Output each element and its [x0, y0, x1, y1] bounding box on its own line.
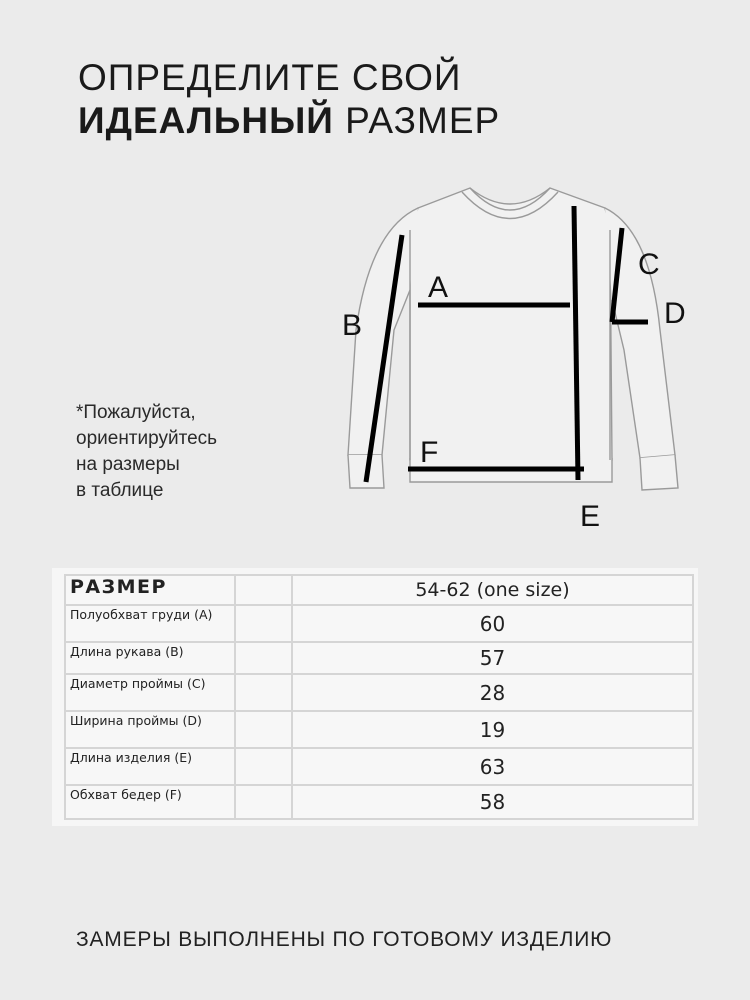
table-cell-empty [235, 711, 292, 748]
table-row-value: 28 [292, 674, 693, 711]
label-c: C [638, 248, 660, 281]
table-row [65, 748, 693, 785]
table-row-label: Длина рукава (В) [65, 642, 235, 674]
table-row-value: 19 [292, 711, 693, 748]
table-cell-empty [235, 575, 292, 605]
table-row-label: Длина изделия (Е) [65, 748, 235, 785]
table-row-value: 57 [292, 642, 693, 674]
footer-note: ЗАМЕРЫ ВЫПОЛНЕНЫ ПО ГОТОВОМУ ИЗДЕЛИЮ [76, 928, 613, 951]
note-line: ориентируйтесь [76, 428, 218, 449]
label-b: B [342, 309, 363, 342]
table-row [65, 674, 693, 711]
label-d: D [664, 297, 686, 330]
page-title-line2 [78, 101, 500, 141]
table-cell-empty [235, 605, 292, 642]
page-title-bold: ИДЕАЛЬНЫЙ [78, 100, 334, 141]
table-cell-empty [235, 748, 292, 785]
page-title-line1: ОПРЕДЕЛИТЕ СВОЙ [78, 57, 462, 98]
table-cell-empty [235, 642, 292, 674]
table-row-value: 58 [292, 785, 693, 819]
table-cell-empty [235, 785, 292, 819]
table-row [65, 711, 693, 748]
table-row-label: Полуобхват груди (А) [65, 605, 235, 642]
table-row [65, 605, 693, 642]
table-row-label: Диаметр проймы (С) [65, 674, 235, 711]
table-row [65, 642, 693, 674]
table-header-row [65, 575, 693, 605]
table-row [65, 785, 693, 819]
table-header-label: РАЗМЕР [65, 575, 235, 605]
note-line: на размеры [76, 454, 180, 475]
table-row-value: 60 [292, 605, 693, 642]
page-title-rest: РАЗМЕР [333, 100, 501, 141]
label-f: F [420, 436, 439, 469]
table-header-value: 54-62 (one size) [292, 575, 693, 605]
note-line: в таблице [76, 480, 164, 501]
table-row-label: Ширина проймы (D) [65, 711, 235, 748]
sweatshirt-outline [348, 188, 678, 490]
size-note [76, 400, 217, 504]
label-a: A [428, 271, 449, 304]
label-e: E [580, 500, 601, 533]
note-line: *Пожалуйста, [76, 402, 196, 423]
size-table-card [52, 568, 698, 826]
sweatshirt-measurement-diagram [330, 170, 700, 540]
size-table [64, 574, 694, 820]
table-row-value: 63 [292, 748, 693, 785]
table-cell-empty [235, 674, 292, 711]
table-row-label: Обхват бедер (F) [65, 785, 235, 819]
